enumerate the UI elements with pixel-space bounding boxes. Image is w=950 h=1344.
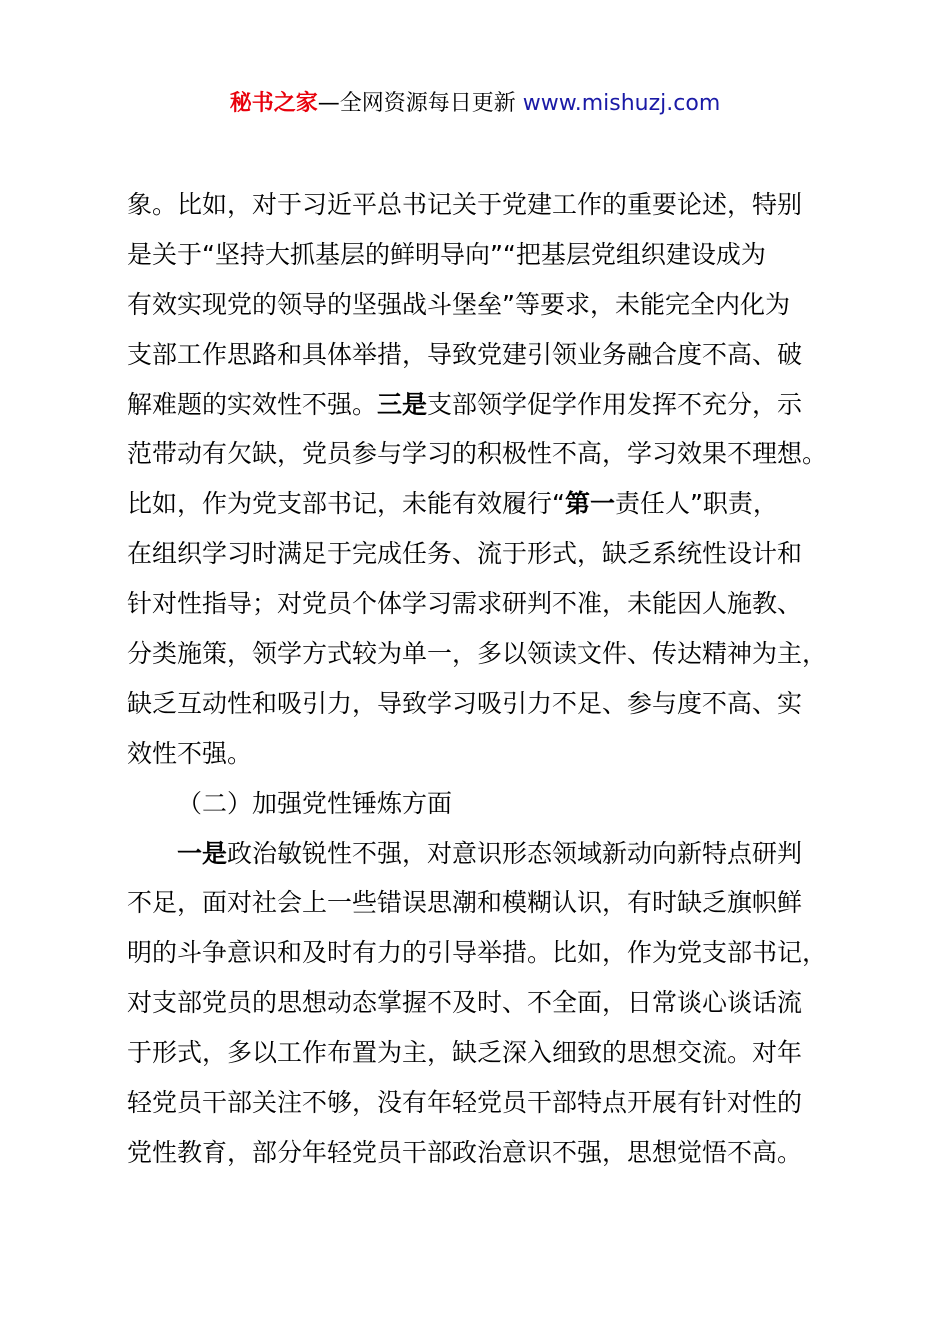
site-header [0,86,950,122]
text-line: 针对性指导；对党员个体学习需求研判不准，未能因人施教、 [127,589,803,619]
document-body [127,180,860,1178]
text-line: 效性不强。 [127,738,253,768]
text-line: 对支部党员的思想动态掌握不及时、不全面，日常谈心谈话流 [127,988,803,1018]
text-line: 党性教育，部分年轻党员干部政治意识不强，思想觉悟不高。 [127,1137,803,1167]
text-line: 有效实现党的领导的坚强战斗堡垒”等要求，未能完全内化为 [127,289,790,319]
text-line: 在组织学习时满足于完成任务、流于形式，缺乏系统性设计和 [127,539,803,569]
header-tagline: —全网资源每日更新 [317,91,523,116]
text-line: 范带动有欠缺，党员参与学习的积极性不高，学习效果不理想。 [127,439,828,469]
text-line: 象。比如，对于习近平总书记关于党建工作的重要论述，特别 [127,190,803,219]
text-line: 不足，面对社会上一些错误思潮和模糊认识，有时缺乏旗帜鲜 [127,888,803,918]
text-line: 于形式，多以工作布置为主，缺乏深入细致的思想交流。对年 [127,1038,803,1068]
text-line: 比如，作为党支部书记，未能有效履行“第一责任人”职责， [127,489,778,519]
site-url-link[interactable]: www.mishuzj.com [522,91,721,116]
brand-name: 秘书之家 [229,91,318,116]
text-line: 支部工作思路和具体举措，导致党建引领业务融合度不高、破 [127,339,803,369]
text-line: 轻党员干部关注不够，没有年轻党员干部特点开展有针对性的 [127,1088,803,1118]
text-line: 缺乏互动性和吸引力，导致学习吸引力不足、参与度不高、实 [127,688,803,718]
bold-marker: 一是 [177,838,228,868]
text-line: 解难题的实效性不强。三是支部领学促学作用发挥不充分，示 [127,389,803,419]
text-line: 是关于“坚持大抓基层的鲜明导向”“把基层党组织建设成为 [127,239,766,269]
section-heading: （二）加强党性锤炼方面 [177,788,453,818]
bold-marker: 第一 [564,489,615,519]
text-line: 明的斗争意识和及时有力的引导举措。比如，作为党支部书记， [127,938,828,968]
text-line: 一是政治敏锐性不强，对意识形态领域新动向新特点研判 [177,838,803,868]
text-line: 分类施策，领学方式较为单一，多以领读文件、传达精神为主， [127,639,828,669]
bold-marker: 三是 [377,389,428,419]
